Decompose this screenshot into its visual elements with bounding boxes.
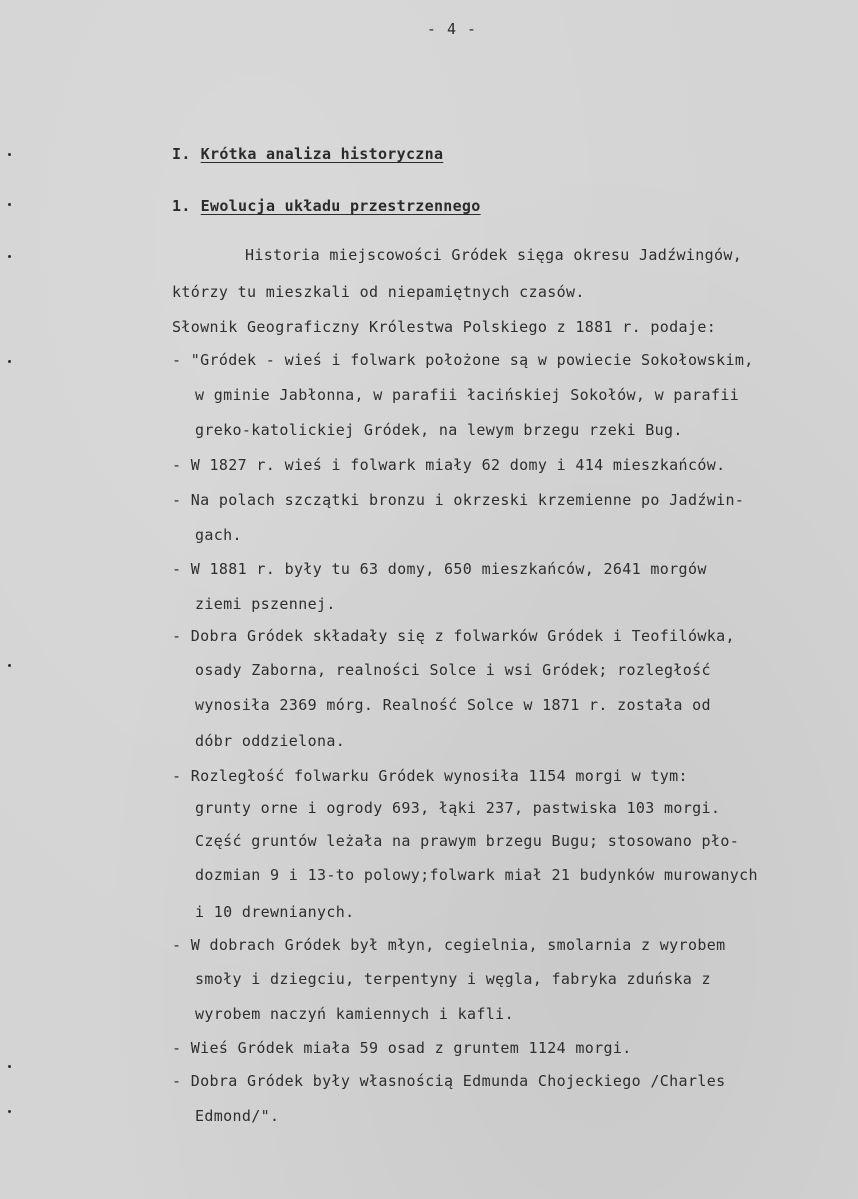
margin-dot	[8, 153, 11, 156]
list-item: - Rozległość folwarku Gródek wynosiła 1154 morgi w tym:	[172, 767, 688, 785]
list-item: - Na polach szczątki bronzu i okrzeski krzemienne po Jadźwin-	[172, 491, 745, 509]
list-item: - "Gródek - wieś i folwark położone są w powiecie Sokołowskim,	[172, 351, 754, 369]
margin-dot	[8, 1110, 11, 1113]
text-line: Słownik Geograficzny Królestwa Polskiego z 1881 r. podaje:	[172, 318, 717, 336]
text-line: Historia miejscowości Gródek sięga okresu Jadźwingów,	[245, 246, 743, 264]
list-item: - W 1827 r. wieś i folwark miały 62 domy i 414 mieszkańców.	[172, 456, 726, 474]
text-line: dóbr oddzielona.	[195, 732, 346, 750]
subsection-heading	[172, 197, 481, 215]
text-line: greko-katolickiej Gródek, na lewym brzegu rzeki Bug.	[195, 421, 683, 439]
text-line: gach.	[195, 526, 242, 544]
list-item: - W 1881 r. były tu 63 domy, 650 mieszkańców, 2641 morgów	[172, 560, 707, 578]
section-heading-number: I.	[172, 145, 191, 163]
margin-dot	[8, 360, 11, 363]
list-item: - Wieś Gródek miała 59 osad z gruntem 1124 morgi.	[172, 1039, 632, 1057]
text-line: w gminie Jabłonna, w parafii łacińskiej Sokołów, w parafii	[195, 386, 740, 404]
text-line: którzy tu mieszkali od niepamiętnych czasów.	[172, 283, 585, 301]
list-item: - W dobrach Gródek był młyn, cegielnia, smolarnia z wyrobem	[172, 936, 726, 954]
text-line: ziemi pszennej.	[195, 595, 336, 613]
section-heading-title: Krótka analiza historyczna	[200, 145, 444, 163]
list-item: - Dobra Gródek były własnością Edmunda Chojeckiego /Charles	[172, 1072, 726, 1090]
page-number: - 4 -	[426, 20, 478, 38]
list-item: - Dobra Gródek składały się z folwarków Gródek i Teofilówka,	[172, 627, 735, 645]
text-line: grunty orne i ogrody 693, łąki 237, pastwiska 103 morgi.	[195, 799, 721, 817]
margin-dot	[8, 255, 11, 258]
text-line: i 10 drewnianych.	[195, 903, 355, 921]
subsection-heading-number: 1.	[172, 197, 191, 215]
margin-dot	[8, 203, 11, 206]
text-line: smoły i dziegciu, terpentyny i węgla, fabryka zduńska z	[195, 970, 711, 988]
margin-dot	[8, 1065, 11, 1068]
text-line: wyrobem naczyń kamiennych i kafli.	[195, 1005, 514, 1023]
section-heading	[172, 145, 443, 163]
text-line: osady Zaborna, realności Solce i wsi Gródek; rozległość	[195, 661, 711, 679]
text-line: dozmian 9 i 13-to polowy;folwark miał 21 budynków murowanych	[195, 866, 758, 884]
subsection-heading-title: Ewolucja układu przestrzennego	[200, 197, 481, 215]
text-line: Część gruntów leżała na prawym brzegu Bugu; stosowano pło-	[195, 832, 740, 850]
text-line: wynosiła 2369 mórg. Realność Solce w 1871 r. została od	[195, 696, 711, 714]
margin-dot	[8, 664, 11, 667]
text-line: Edmond/".	[195, 1107, 280, 1125]
